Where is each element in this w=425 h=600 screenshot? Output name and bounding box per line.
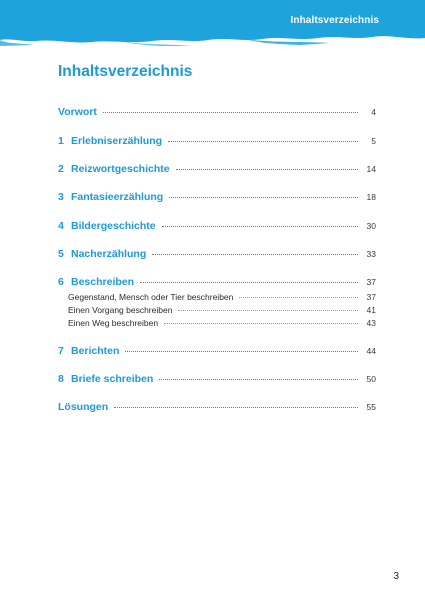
toc-subentry[interactable]	[68, 305, 376, 315]
toc-leader-dots	[114, 406, 358, 408]
toc-entry-title: Lösungen	[58, 401, 109, 413]
toc-chapter-entry[interactable]	[58, 106, 376, 118]
toc-entry-title: Gegenstand, Mensch oder Tier beschreiben	[68, 292, 234, 302]
toc-chapter-number: 1	[58, 135, 64, 147]
toc-subentry[interactable]	[68, 318, 376, 328]
toc-leader-dots	[178, 309, 358, 311]
toc-leader-dots	[159, 378, 358, 380]
toc-page-number: 44	[366, 346, 376, 356]
toc-chapter-number: 4	[58, 220, 64, 232]
toc-chapter-entry[interactable]	[58, 373, 376, 385]
toc-entry-title: Vorwort	[58, 106, 97, 118]
toc-page-number: 43	[366, 318, 376, 328]
toc-chapter-number: 2	[58, 163, 64, 175]
toc-page-number: 37	[366, 292, 376, 302]
toc-entry-title: Erlebniserzählung	[71, 135, 163, 147]
toc-chapter-entry[interactable]	[58, 191, 376, 203]
toc-page-number: 41	[366, 305, 376, 315]
toc-entry-title: Bildergeschichte	[71, 220, 156, 232]
toc-leader-dots	[162, 225, 358, 227]
header-banner	[0, 0, 425, 46]
toc-entry-title: Reizwortgeschichte	[71, 163, 170, 175]
toc-chapter-number: 6	[58, 276, 64, 288]
toc-entry-title: Einen Weg beschreiben	[68, 318, 159, 328]
toc-chapter-number: 3	[58, 191, 64, 203]
toc-page-number: 18	[366, 192, 376, 202]
toc-page-number: 30	[366, 221, 376, 231]
toc-leader-dots	[152, 253, 358, 255]
toc-page-number: 4	[371, 107, 376, 117]
toc-chapter-entry[interactable]	[58, 135, 376, 147]
toc-leader-dots	[169, 196, 358, 198]
toc-chapter-entry[interactable]	[58, 401, 376, 413]
toc-page-number: 33	[366, 249, 376, 259]
toc-entry-title: Fantasieerzählung	[71, 191, 164, 203]
toc-leader-dots	[168, 140, 358, 142]
toc-entry-title: Briefe schreiben	[71, 373, 154, 385]
toc-entry-title: Nacherzählung	[71, 248, 147, 260]
toc-page-number: 50	[366, 374, 376, 384]
toc-leader-dots	[140, 281, 358, 283]
toc-leader-dots	[164, 322, 358, 324]
toc-chapter-entry[interactable]	[58, 248, 376, 260]
toc-chapter-entry[interactable]	[58, 276, 376, 288]
toc-chapter-number: 5	[58, 248, 64, 260]
toc-chapter-entry[interactable]	[58, 220, 376, 232]
toc-chapter-number: 8	[58, 373, 64, 385]
toc-leader-dots	[103, 111, 358, 113]
toc-chapter-entry[interactable]	[58, 163, 376, 175]
toc-leader-dots	[176, 168, 358, 170]
page-title: Inhaltsverzeichnis	[58, 63, 193, 80]
toc-leader-dots	[239, 296, 358, 298]
section-title: Inhaltsverzeichnis	[290, 15, 379, 26]
toc-subentry[interactable]	[68, 292, 376, 302]
toc-entry-title: Einen Vorgang beschreiben	[68, 305, 173, 315]
toc-page-number: 5	[371, 136, 376, 146]
page-number: 3	[393, 571, 399, 582]
toc-entry-title: Beschreiben	[71, 276, 135, 288]
toc-page-number: 14	[366, 164, 376, 174]
toc-entry-title: Berichten	[71, 345, 120, 357]
toc-chapter-entry[interactable]	[58, 345, 376, 357]
toc-page-number: 37	[366, 277, 376, 287]
toc-leader-dots	[125, 350, 358, 352]
toc-page-number: 55	[366, 402, 376, 412]
toc-chapter-number: 7	[58, 345, 64, 357]
